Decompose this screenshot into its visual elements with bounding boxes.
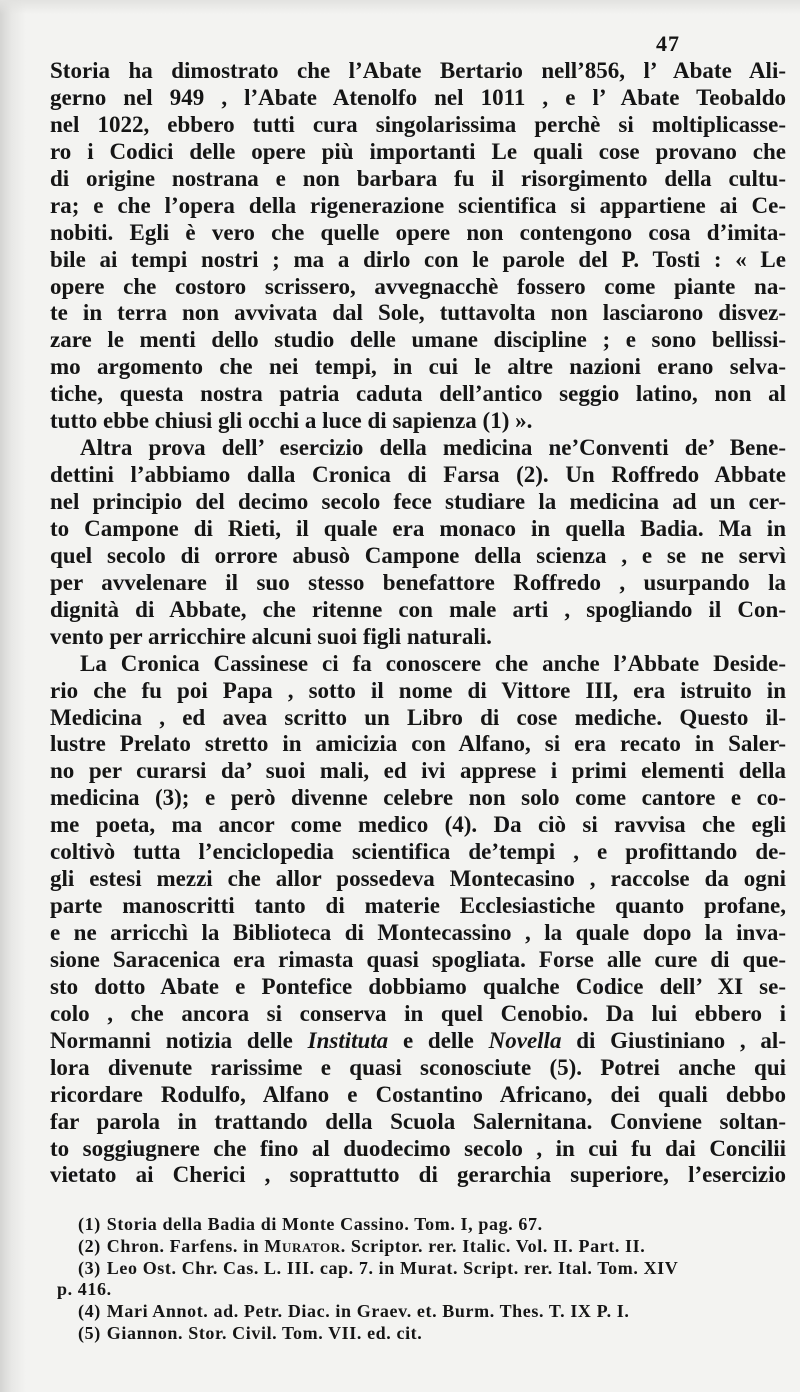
paragraph: [50, 651, 786, 1190]
text-line: [50, 327, 786, 354]
footnote: [57, 1236, 785, 1258]
text-line: [50, 920, 786, 947]
line-text: di origine nostrana e non barbara fu il risorgimento della cultu-: [50, 165, 786, 191]
line-text: coltivò tutta l’enciclopedia scientifica de’tempi , e profittando de-: [50, 839, 786, 865]
footnote-marker: (5): [78, 1322, 101, 1343]
line-text: Medicina , ed avea scritto un Libro di cose mediche. Questo il-: [50, 704, 786, 730]
text-line: [50, 758, 786, 785]
text-line: [50, 1055, 786, 1082]
line-text: ro i Codici delle opere più importanti Le quali cose provano che: [50, 138, 786, 164]
line-text: lora divenute rarissime e quasi sconosciute (5). Potrei anche qui: [50, 1054, 786, 1080]
line-text: gerno nel 949 , l’Abate Atenolfo nel 1011 , e l’ Abate Teobaldo: [50, 84, 786, 110]
page-number: 47: [656, 31, 680, 56]
line-text: bile ai tempi nostri ; ma a dirlo con le parole del P. Tosti : « Le: [50, 246, 786, 272]
text-line: [50, 705, 786, 732]
footnote-text: p. 416.: [57, 1279, 112, 1300]
footnote-line: [57, 1214, 785, 1236]
text-line: [50, 435, 786, 462]
footnote-line: [57, 1301, 785, 1323]
line-text: colo , che ancora si conserva in quel Cenobio. Da lui ebbero i: [50, 1000, 786, 1026]
footnote-body: [107, 1236, 646, 1256]
line-text: no per curarsi da’ suoi mali, ed ivi apprese i primi elementi della: [50, 758, 786, 784]
footnote-body: Mari Annot. ad. Petr. Diac. in Graev. et. Burm. Thes. T. IX P. I.: [106, 1301, 630, 1322]
footnote: [57, 1214, 785, 1236]
text-line: [50, 139, 786, 166]
text-line: [50, 893, 786, 920]
line-text: dettini l’abbiamo dalla Cronica di Farsa (2). Un Roffredo Abbate: [50, 462, 786, 488]
line-text: ra; e che l’opera della rigenerazione scientifica si appartiene ai Ce-: [50, 192, 786, 218]
line-text: per avvelenare il suo stesso benefattore Roffredo , usurpando la: [50, 569, 786, 595]
footnote: [57, 1258, 785, 1302]
footnotes: [57, 1214, 785, 1345]
line-text: [50, 1028, 786, 1055]
line-text: mo argomento che nei tempi, in cui le altre nazioni erano selva-: [50, 354, 786, 380]
line-text: ricordare Rodulfo, Alfano e Costantino Africano, dei quali debbo: [50, 1081, 786, 1107]
footnote-line: [57, 1279, 785, 1301]
text-line: [50, 1162, 786, 1189]
line-text: te in terra non avvivata dal Sole, tuttavolta non lasciarono disvez-: [50, 300, 786, 326]
footnote-line: [57, 1323, 785, 1345]
line-text: sto dotto Abate e Pontefice dobbiamo qualche Codice dell’ XI se-: [50, 973, 786, 999]
paragraph: [50, 435, 786, 651]
line-text: medicina (3); e però divenne celebre non solo come cantore e co-: [50, 785, 786, 811]
line-text: me poeta, ma ancor come medico (4). Da ciò si ravvisa che egli: [50, 812, 786, 838]
footnote-marker: (3): [78, 1257, 101, 1278]
text-line: [50, 839, 786, 866]
line-text: dignità di Abbate, che ritenne con male arti , spogliando il Con-: [50, 596, 786, 622]
line-text: tutto ebbe chiusi gli occhi a luce di sapienza (1) ».: [50, 408, 533, 434]
footnote-text: [78, 1301, 629, 1323]
text-line: [50, 543, 786, 570]
text-line: [50, 193, 786, 220]
line-text: far parola in trattando della Scuola Salernitana. Conviene soltan-: [50, 1108, 786, 1134]
text-line: [50, 166, 786, 193]
line-text: lustre Prelato stretto in amicizia con Alfano, si era recato in Saler-: [50, 731, 786, 757]
line-text: to soggiugnere che fino al duodecimo secolo , in cui fu dai Concilii: [50, 1135, 786, 1161]
footnote: [57, 1323, 785, 1345]
text-line: [50, 489, 786, 516]
text-line: [50, 274, 786, 301]
line-text: sione Saracenica era rimasta quasi spogliata. Forse alle cure di que-: [50, 946, 786, 972]
page-top-shade: [0, 0, 800, 14]
text-line: [50, 624, 786, 651]
text-line: [50, 651, 786, 678]
text-line: [50, 597, 786, 624]
body-text: [50, 58, 786, 1189]
line-text: nel principio del decimo secolo fece studiare la medicina ad un cer-: [50, 489, 786, 514]
text-line: [50, 1136, 786, 1163]
text-line: [50, 947, 786, 974]
line-text: rio che fu poi Papa , sotto il nome di Vittore III, era istruito in: [50, 677, 786, 703]
paragraph: [50, 58, 786, 435]
italic-term: Instituta: [307, 1027, 389, 1053]
footnote: [57, 1301, 785, 1323]
line-text: vento per arricchire alcuni suoi figli naturali.: [50, 623, 492, 649]
line-text: quel secolo di orrore abusò Campone della scienza , e se ne servì: [50, 542, 786, 568]
line-text: gli estesi mezzi che allor possedeva Montecasino , raccolse da ogni: [50, 866, 786, 892]
text-line: [50, 866, 786, 893]
line-text: Altra prova dell’ esercizio della medicina ne’Conventi de’ Bene-: [80, 435, 786, 461]
text-line: [50, 731, 786, 758]
text-segment: Normanni notizia delle: [50, 1027, 308, 1053]
footnote-text: [78, 1214, 543, 1236]
text-segment: e delle: [388, 1027, 489, 1053]
text-line: [50, 381, 786, 408]
footnote-marker: (2): [78, 1235, 101, 1256]
line-text: nobiti. Egli è vero che quelle opere non contengono cosa d’imita-: [50, 219, 786, 245]
text-line: [50, 58, 786, 85]
footnote-line: [57, 1236, 785, 1258]
footnote-line: [57, 1258, 785, 1280]
line-text: e ne arricchì la Biblioteca di Montecassino , la quale dopo la inva-: [50, 920, 786, 945]
line-text: zare le menti dello studio delle umane discipline ; e sono bellissi-: [50, 327, 786, 353]
small-caps-term: Murator.: [264, 1235, 346, 1256]
footnote-body: Storia della Badia di Monte Cassino. Tom. I, pag. 67.: [106, 1214, 543, 1234]
text-line: [50, 354, 786, 381]
line-text: tiche, questa nostra patria caduta dell’antico seggio latino, non al: [50, 381, 786, 407]
line-text: vietato ai Cherici , soprattutto di gerarchia superiore, l’esercizio: [50, 1162, 786, 1188]
footnote-text: [78, 1323, 422, 1345]
text-segment: di Giustiniano , al-: [561, 1027, 786, 1053]
line-text: nel 1022, ebbero tutti cura singolarissima perchè si moltiplicasse-: [50, 111, 786, 137]
text-line: [50, 812, 786, 839]
text-segment: Scriptor. rer. Italic. Vol. II. Part. II.: [345, 1235, 646, 1256]
text-line: [50, 1028, 786, 1055]
text-line: [50, 300, 786, 327]
text-line: [50, 678, 786, 705]
line-text: parte manoscritti tanto di materie Ecclesiastiche quanto profane,: [50, 893, 786, 919]
text-line: [50, 785, 786, 812]
text-line: [50, 112, 786, 139]
text-line: [50, 220, 786, 247]
italic-term: Novella: [488, 1027, 562, 1053]
footnote-body: Leo Ost. Chr. Cas. L. III. cap. 7. in Murat. Script. rer. Ital. Tom. XIV: [106, 1257, 679, 1278]
text-line: [50, 1109, 786, 1136]
line-text: opere che costoro scrissero, avvegnacchè fossero come piante na-: [50, 273, 786, 299]
footnote-text: [78, 1258, 678, 1280]
text-line: [50, 1001, 786, 1028]
line-text: Storia ha dimostrato che l’Abate Bertario nell’856, l’ Abate Ali-: [50, 58, 786, 83]
footnote-body: Giannon. Stor. Civil. Tom. VII. ed. cit.: [106, 1322, 423, 1343]
text-line: [50, 247, 786, 274]
line-text: La Cronica Cassinese ci fa conoscere che anche l’Abbate Deside-: [80, 650, 786, 676]
text-line: [50, 974, 786, 1001]
text-line: [50, 516, 786, 543]
text-line: [50, 1082, 786, 1109]
footnote-marker: (1): [78, 1214, 101, 1234]
text-line: [50, 408, 786, 435]
text-line: [50, 85, 786, 112]
line-text: to Campone di Rieti, il quale era monaco in quella Badia. Ma in: [50, 515, 786, 541]
footnote-text: [78, 1236, 645, 1258]
text-line: [50, 462, 786, 489]
text-line: [50, 570, 786, 597]
text-segment: Chron. Farfens. in: [106, 1235, 265, 1256]
footnote-marker: (4): [78, 1301, 101, 1322]
page-edge-shade: [0, 0, 26, 1392]
